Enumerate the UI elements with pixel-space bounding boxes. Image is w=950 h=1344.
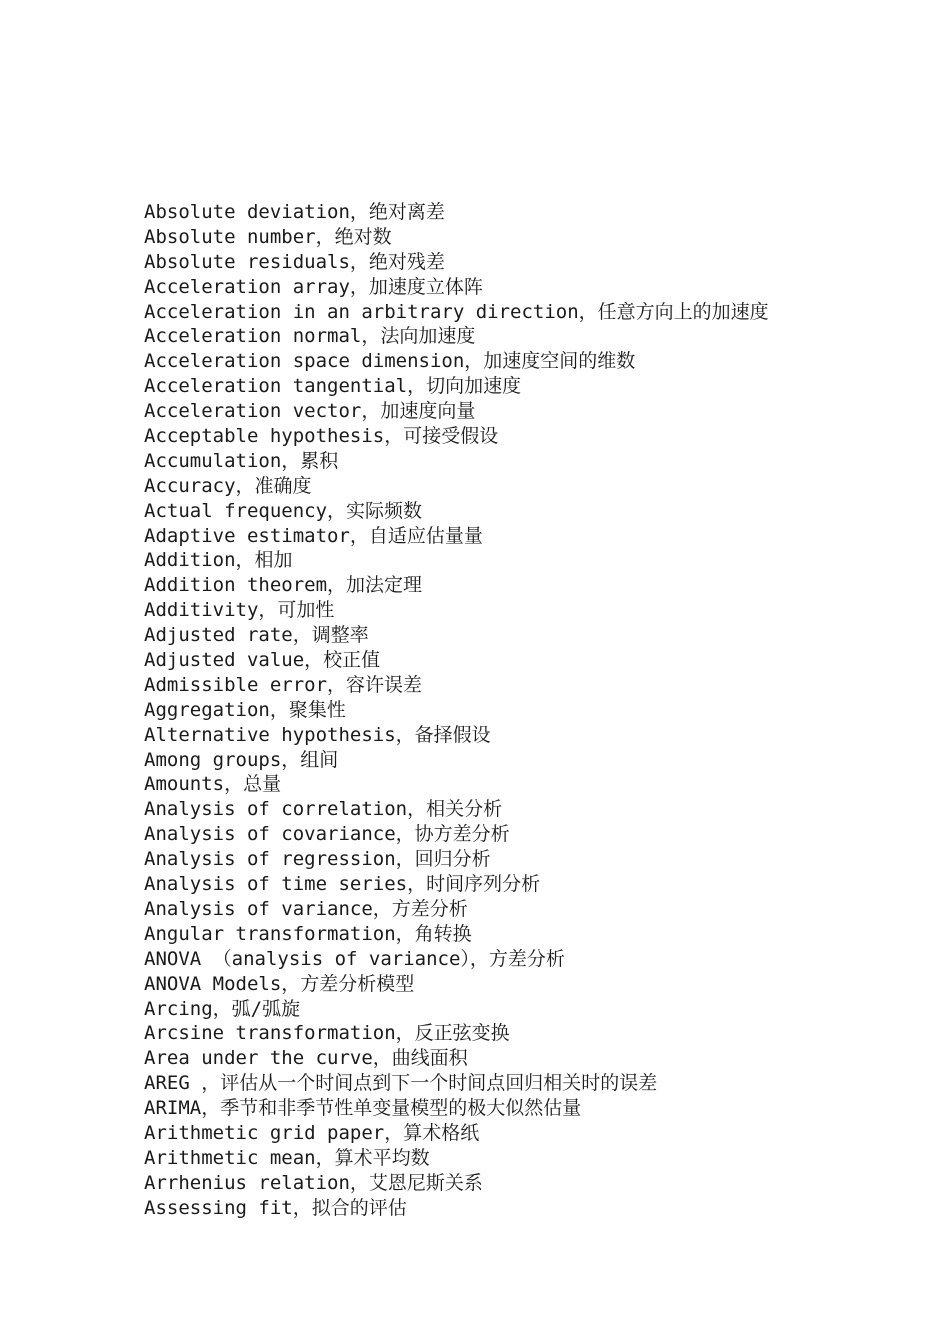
glossary-entry: Arithmetic grid paper，算术格纸: [144, 1121, 480, 1144]
glossary-entry: Arithmetic mean，算术平均数: [144, 1146, 430, 1169]
glossary-entry: Analysis of correlation，相关分析: [144, 798, 503, 821]
glossary-entry: Arcsine transformation，反正弦变换: [144, 1022, 510, 1045]
glossary-entry: Addition theorem，加法定理: [144, 574, 423, 597]
glossary-entry: Absolute number，绝对数: [144, 225, 392, 248]
glossary-entry: Acceleration in an arbitrary direction，任意方向上的加速度: [144, 300, 769, 323]
glossary-entry: Acceleration space dimension，加速度空间的维数: [144, 350, 636, 373]
glossary-entry: Absolute deviation，绝对离差: [144, 201, 445, 223]
glossary-entry: Alternative hypothesis，备择假设: [144, 723, 491, 746]
glossary-entry: Additivity，可加性: [144, 599, 335, 622]
glossary-entry: Analysis of time series，时间序列分析: [144, 873, 541, 896]
glossary-entry: Accumulation，累积: [144, 449, 339, 472]
glossary-entry: ANOVA （analysis of variance），方差分析: [144, 947, 565, 970]
glossary-entry: Addition，相加: [144, 549, 293, 572]
glossary-entry: Amounts，总量: [144, 773, 282, 796]
glossary-entry: ARIMA，季节和非季节性单变量模型的极大似然估量: [144, 1097, 582, 1120]
glossary-entry: Acceleration tangential，切向加速度: [144, 375, 522, 398]
glossary-entry: Accuracy，准确度: [144, 474, 312, 497]
glossary-entry: Analysis of variance，方差分析: [144, 897, 468, 920]
glossary-entry: Angular transformation，角转换: [144, 922, 472, 945]
glossary-entry: Acceleration array，加速度立体阵: [144, 275, 483, 298]
glossary-entry: Area under the curve，曲线面积: [144, 1047, 468, 1070]
glossary-entry: ANOVA Models，方差分析模型: [144, 972, 415, 995]
glossary-entry: Arcing，弧/弧旋: [144, 997, 301, 1020]
glossary-entry: Admissible error，容许误差: [144, 673, 423, 696]
glossary-entry: Assessing fit，拟合的评估: [144, 1196, 407, 1219]
glossary-entry: Absolute residuals，绝对残差: [144, 250, 445, 273]
glossary-entry: AREG ，评估从一个时间点到下一个时间点回归相关时的误差: [144, 1072, 658, 1095]
glossary-entry: Acceptable hypothesis，可接受假设: [144, 425, 499, 448]
glossary-entry: Among groups，组间: [144, 748, 339, 771]
glossary-entry: Analysis of covariance，协方差分析: [144, 823, 510, 846]
glossary-entry: Adjusted value，校正值: [144, 649, 381, 672]
glossary-list: [144, 200, 769, 1221]
glossary-entry: Acceleration vector，加速度向量: [144, 400, 476, 423]
glossary-entry: Aggregation，聚集性: [144, 698, 346, 721]
glossary-entry: Acceleration normal，法向加速度: [144, 325, 476, 348]
glossary-entry: Arrhenius relation，艾恩尼斯关系: [144, 1171, 483, 1194]
glossary-entry: Adjusted rate，调整率: [144, 624, 369, 647]
glossary-entry: Actual frequency，实际频数: [144, 499, 423, 522]
glossary-entry: Analysis of regression，回归分析: [144, 848, 491, 871]
glossary-entry: Adaptive estimator，自适应估量量: [144, 524, 483, 547]
